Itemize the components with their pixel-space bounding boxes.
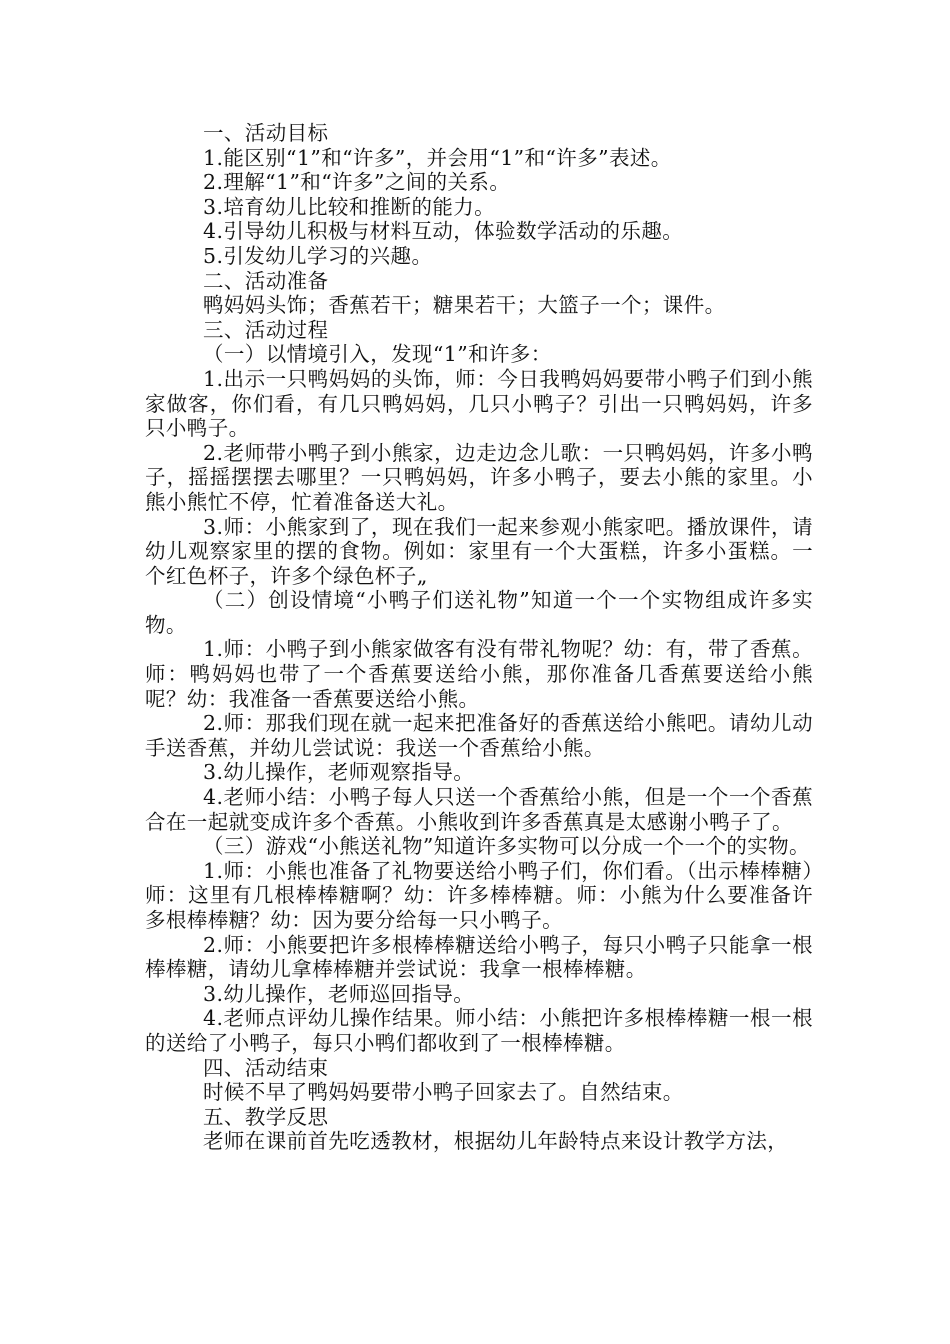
goal-item: 1.能区别“1”和“许多”，并会用“1”和“许多”表述。	[203, 145, 672, 170]
subsection-title-2: （二）创设情境“小鸭子们送礼物”知道一个一个实物组成许多实物。	[145, 588, 813, 637]
preparation-text: 鸭妈妈头饰；香蕉若干；糖果若干；大篮子一个；课件。	[203, 293, 726, 318]
process-paragraph: 3.幼儿操作，老师观察指导。	[203, 760, 475, 785]
process-paragraph: 4.老师小结：小鸭子每人只送一个香蕉给小熊，但是一个一个香蕉合在一起就变成许多个香蕉。小熊收到许多香蕉真是太感谢小鸭子了。	[145, 785, 813, 834]
section-heading-ending: 四、活动结束	[203, 1055, 329, 1080]
document-body	[145, 121, 813, 1154]
process-paragraph: 2.师：那我们现在就一起来把准备好的香蕉送给小熊吧。请幼儿动手送香蕉，并幼儿尝试说：我送一个香蕉给小熊。	[145, 711, 813, 760]
reflection-text: 老师在课前首先吃透教材，根据幼儿年龄特点来设计教学方法，	[203, 1129, 789, 1154]
section-heading-goals: 一、活动目标	[203, 121, 329, 145]
process-paragraph: 3.师：小熊家到了，现在我们一起来参观小熊家吧。播放课件，请幼儿观察家里的摆的食物。例如：家里有一个大蛋糕，许多小蛋糕。一个红色杯子，许多个绿色杯子„	[145, 514, 813, 588]
process-paragraph: 2.师：小熊要把许多根棒棒糖送给小鸭子，每只小鸭子只能拿一根棒棒糖，请幼儿拿棒棒糖并尝试说：我拿一根棒棒糖。	[145, 932, 813, 982]
ending-text: 时候不早了鸭妈妈要带小鸭子回家去了。自然结束。	[203, 1080, 684, 1105]
section-heading-reflection: 五、教学反思	[203, 1104, 329, 1129]
process-paragraph: 4.老师点评幼儿操作结果。师小结：小熊把许多根棒棒糖一根一根的送给了小鸭子，每只小鸭们都收到了一根棒棒糖。	[145, 1006, 813, 1055]
goal-item: 5.引发幼儿学习的兴趣。	[203, 243, 433, 268]
process-paragraph: 1.师：小鸭子到小熊家做客有没有带礼物呢？幼：有，带了香蕉。师：鸭妈妈也带了一个香蕉要送给小熊，那你准备几香蕉要送给小熊呢？幼：我准备一香蕉要送给小熊。	[145, 637, 813, 711]
goal-item: 2.理解“1”和“许多”之间的关系。	[203, 170, 511, 195]
subsection-title-1: （一）以情境引入，发现“1”和许多：	[203, 342, 552, 367]
goal-item: 4.引导幼儿积极与材料互动，体验数学活动的乐趣。	[203, 219, 684, 244]
process-paragraph: 1.师：小熊也准备了礼物要送给小鸭子们，你们看。（出示棒棒糖）师：这里有几根棒棒糖啊？幼：许多棒棒糖。师：小熊为什么要准备许多根棒棒糖？幼：因为要分给每一只小鸭子。	[145, 858, 813, 932]
process-paragraph: 3.幼儿操作，老师巡回指导。	[203, 981, 475, 1006]
section-heading-preparation: 二、活动准备	[203, 268, 329, 293]
subsection-title-3: （三）游戏“小熊送礼物”知道许多实物可以分成一个一个的实物。	[203, 834, 810, 859]
process-paragraph: 2.老师带小鸭子到小熊家，边走边念儿歌：一只鸭妈妈，许多小鸭子，摇摇摆摆去哪里？一只鸭妈妈，许多小鸭子，要去小熊的家里。小熊小熊忙不停，忙着准备送大礼。	[145, 440, 813, 514]
process-paragraph: 1.出示一只鸭妈妈的头饰，师：今日我鸭妈妈要带小鸭子们到小熊家做客，你们看，有几只鸭妈妈，几只小鸭子？引出一只鸭妈妈，许多只小鸭子。	[145, 366, 813, 441]
goal-item: 3.培育幼儿比较和推断的能力。	[203, 194, 496, 219]
section-heading-process: 三、活动过程	[203, 317, 329, 342]
